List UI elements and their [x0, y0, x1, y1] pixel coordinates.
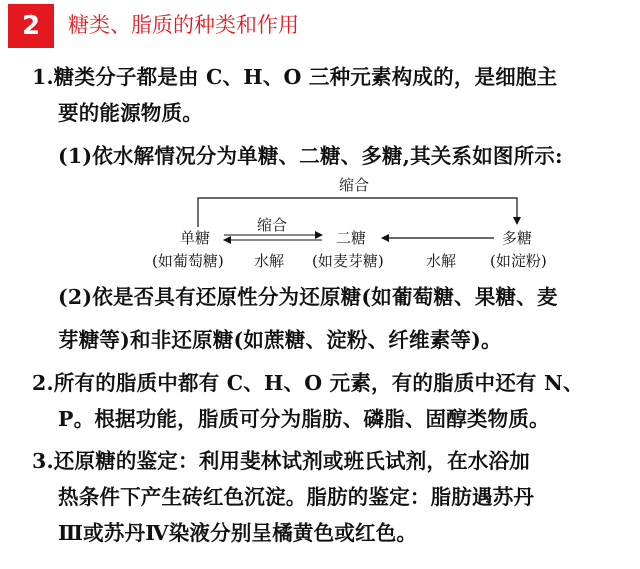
hydrolysis-right-label: 水解	[426, 252, 457, 270]
top-condensation-arrow	[198, 198, 517, 227]
point-1-line-2: 要的能源物质。	[58, 101, 203, 125]
node-polysaccharide-example: (如淀粉)	[490, 252, 547, 270]
point-1-sub-1: (1)依水解情况分为单糖、二糖、多糖,其关系如图所示:	[58, 144, 563, 168]
node-disaccharide-example: (如麦芽糖)	[312, 252, 384, 270]
node-polysaccharide: 多糖	[502, 229, 533, 247]
point-1-line-1: 1.糖类分子都是由 C、H、O 三种元素构成的，是细胞主	[32, 65, 558, 89]
section-number-badge	[8, 4, 54, 48]
node-disaccharide: 二糖	[336, 229, 367, 247]
point-2-line-1: 2.所有的脂质中都有 C、H、O 元素，有的脂质中还有 N、	[32, 371, 584, 395]
section-title: 糖类、脂质的种类和作用	[68, 13, 299, 37]
mid-condensation-label: 缩合	[256, 216, 288, 234]
top-condensation-label: 缩合	[338, 176, 370, 194]
point-3-line-2: 热条件下产生砖红色沉淀。脂肪的鉴定：脂肪遇苏丹	[58, 485, 535, 509]
node-monosaccharide: 单糖	[180, 229, 211, 247]
section-number: 2	[21, 11, 41, 41]
point-1-sub-2-line-1: (2)依是否具有还原性分为还原糖(如葡萄糖、果糖、麦	[58, 285, 558, 309]
point-2-line-2: P。根据功能，脂质可分为脂肪、磷脂、固醇类物质。	[58, 407, 550, 431]
point-3-line-1: 3.还原糖的鉴定：利用斐林试剂或班氏试剂，在水浴加	[32, 449, 530, 473]
hydrolysis-left-label: 水解	[254, 252, 285, 270]
point-1-sub-2-line-2: 芽糖等)和非还原糖(如蔗糖、淀粉、纤维素等)。	[58, 328, 502, 352]
sugar-relationship-diagram	[150, 174, 570, 274]
point-3-line-3: Ⅲ或苏丹Ⅳ染液分别呈橘黄色或红色。	[58, 521, 418, 545]
node-monosaccharide-example: (如葡萄糖)	[152, 252, 224, 270]
